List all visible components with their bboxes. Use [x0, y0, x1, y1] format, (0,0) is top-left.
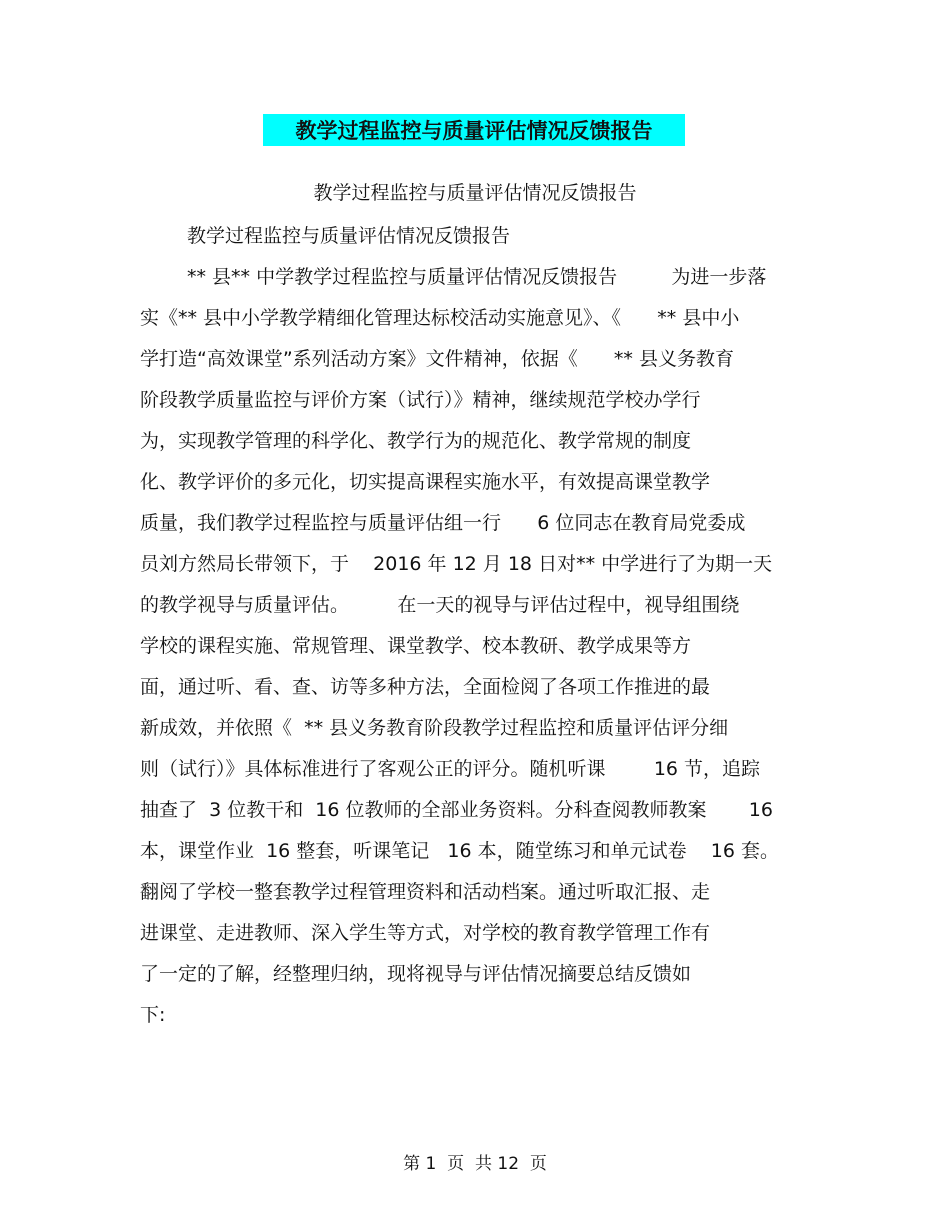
body-line: 下:	[140, 1004, 166, 1026]
page-number-footer: 第 1 页 共 12 页	[403, 1154, 547, 1174]
document-title-text: 教学过程监控与质量评估情况反馈报告	[295, 119, 653, 143]
body-line: 进课堂、走进教师、深入学生等方式，对学校的教育教学管理工作有	[140, 922, 711, 944]
body-line: 阶段教学质量监控与评价方案（试行）》精神，继续规范学校办学行	[140, 389, 701, 411]
body-line: 员刘方然局长带领下，于 2016 年 12 月 18 日对** 中学进行了为期一天	[140, 553, 773, 575]
body-line: 化、教学评价的多元化，切实提高课程实施水平，有效提高课堂教学	[140, 471, 711, 493]
document-subtitle: 教学过程监控与质量评估情况反馈报告	[313, 182, 637, 204]
body-line: 实《** 县中小学教学精细化管理达标校活动实施意见》、《 ** 县中小	[140, 307, 740, 329]
body-line: 教学过程监控与质量评估情况反馈报告	[187, 225, 511, 247]
body-line: 新成效，并依照《 ** 县义务教育阶段教学过程监控和质量评估评分细	[140, 717, 729, 739]
body-line: 学打造“高效课堂”系列活动方案》文件精神，依据《 ** 县义务教育	[140, 348, 734, 370]
body-line: 翻阅了学校一整套教学过程管理资料和活动档案。通过听取汇报、走	[140, 881, 711, 903]
body-line: 面，通过听、看、查、访等多种方法，全面检阅了各项工作推进的最	[140, 676, 711, 698]
body-line: 了一定的了解，经整理归纳，现将视导与评估情况摘要总结反馈如	[140, 963, 692, 985]
body-line: 质量，我们教学过程监控与质量评估组一行 6 位同志在教育局党委成	[140, 512, 746, 534]
body-line: 则（试行）》具体标准进行了客观公正的评分。随机听课 16 节，追踪	[140, 758, 761, 780]
body-line: 学校的课程实施、常规管理、课堂教学、校本教研、教学成果等方	[140, 635, 692, 657]
body-line: 为，实现教学管理的科学化、教学行为的规范化、教学常规的制度	[140, 430, 692, 452]
body-line: 抽查了 3 位教干和 16 位教师的全部业务资料。分科查阅教师教案 16	[140, 799, 773, 821]
document-title	[263, 114, 685, 146]
body-line: 本，课堂作业 16 整套，听课笔记 16 本，随堂练习和单元试卷 16 套。	[140, 840, 780, 862]
body-line: ** 县** 中学教学过程监控与质量评估情况反馈报告 为进一步落	[187, 266, 767, 288]
body-line: 的教学视导与质量评估。 在一天的视导与评估过程中，视导组围绕	[140, 594, 740, 616]
